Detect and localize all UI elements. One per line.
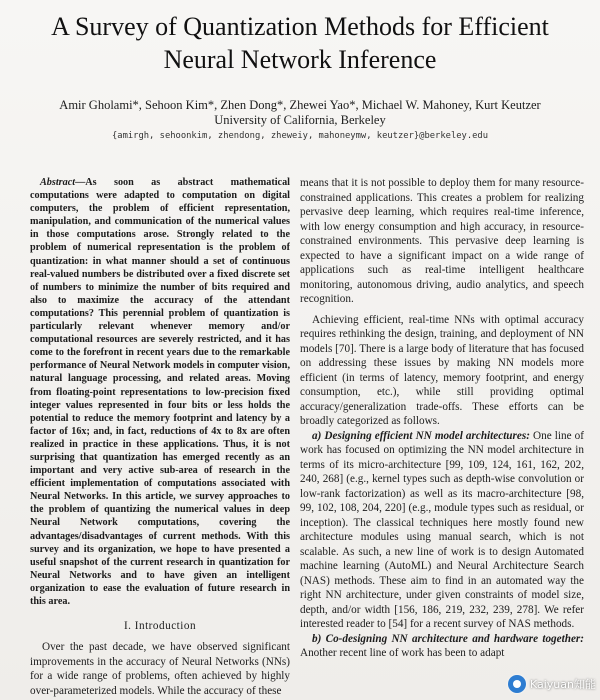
- paper-title: [0, 10, 600, 76]
- author-emails: {amirgh, sehoonkim, zhendong, zheweiy, mahoneymw, keutzer}@berkeley.edu: [111, 131, 489, 141]
- author-list: Amir Gholami*, Sehoon Kim*, Zhen Dong*, Zhewei Yao*, Michael W. Mahoney, Kurt Keutzer: [59, 98, 541, 112]
- subsection-a-text: One line of work has focused on optimizing the NN model architecture in terms of its micro-architecture [99, 109, 124, 161, 162, 202, 240, 268] (e.g., kernel types such as depth-wise convolution or low-rank factorization) as well as its macro-architecture [98, 99, 102, 108, 204, 220] (e.g., module types such as residual, or inception). The classical techniques here mostly found new architecture modules using manual search, which is not scalable. As such, a new line of work is to design Automated machine learning (AutoML) and Neural Architecture Search (NAS) methods. These aim to find in an automated way the right NN architecture, under given constraints of model size, depth, and/or width [156, 186, 219, 232, 239, 278]. We refer interested reader to [54] for a recent survey of NAS methods.: [300, 429, 584, 630]
- right-column: [300, 176, 584, 700]
- left-column: [30, 176, 290, 700]
- subsection-a-label: a) Designing efficient NN model architectures:: [312, 429, 530, 442]
- abstract: Abstract—As soon as abstract mathematical computations were adapted to computation on digital computers, the problem of efficient representation, manipulation, and communication of the numerical values in those computations arose. Strongly related to the problem of numerical representation is the problem of quantization: in what manner should a set of continuous real-valued numbers be distributed over a fixed discrete set of numbers to minimize the number of bits required and also to maximize the accuracy of the attendant computations? This perennial problem of quantization is particularly relevant whenever memory and/or computational resources are severely restricted, and it has come to the forefront in recent years due to the remarkable performance of Neural Network models in computer vision, natural language processing, and related areas. Moving from floating-point representations to low-precision fixed integer values represented in four bits or less holds the potential to reduce the memory footprint and latency by a factor of 16x; and, in fact, reductions of 4x to 8x are often realized in practice in these applications. Thus, it is not surprising that quantization has emerged recently as an important and very active sub-area of research in the efficient implementation of computations associated with Neural Networks. In this article, we survey approaches to the problem of quantizing the numerical values in deep Neural Network computations, covering the advantages/disadvantages of current methods. With this survey and its organization, we hope to have presented a useful snapshot of the current research in quantization for Neural Networks and to have given an intelligent organization to ease the evaluation of future research in this area.: [30, 177, 290, 607]
- right-paragraph-1: means that it is not possible to deploy them for many resource-constrained applications. This creates a problem for realizing pervasive deep learning, which requires real-time inference, with low energy consumption and high accuracy, in resource-constrained environments. This pervasive deep learning is expected to have a significant impact on a wide range of applications such as real-time intelligent healthcare monitoring, autonomous driving, audio analytics, and speech recognition.: [300, 177, 584, 305]
- subsection-b: [300, 632, 584, 661]
- watermark-logo-icon: [508, 675, 526, 693]
- introduction-heading: I. Introduction: [123, 620, 197, 633]
- abstract-text: As soon as abstract mathematical computations were adapted to computation on digital computers, the problem of efficient representation, manipulation, and communication of the numerical values in those computations arose. Strongly related to the problem of numerical representation is the problem of quantization: in what manner should a set of continuous real-valued numbers be distributed over a fixed discrete set of numbers to minimize the number of bits required and also to maximize the accuracy of the attendant computations? This perennial problem of quantization is particularly relevant whenever memory and/or computational resources are severely restricted, and it has come to the forefront in recent years due to the remarkable performance of Neural Network models in computer vision, natural language processing, and related areas. Moving from floating-point representations to low-precision fixed integer values represented in four bits or less holds the potential to reduce the memory footprint and latency by a factor of 16x; and, in fact, reductions of 4x to 8x are often realized in practice in these applications. Thus, it is not surprising that quantization has emerged recently as an important and very active sub-area of research in the efficient implementation of computations associated with Neural Networks. In this article, we survey approaches to the problem of quantizing the numerical values in deep Neural Network computations, covering the advantages/disadvantages of current methods. With this survey and its organization, we hope to have presented a useful snapshot of the current research in quantization for Neural Networks and to have given an intelligent organization to ease the evaluation of future research in this area.: [30, 177, 290, 607]
- title-line-1: A Survey of Quantization Methods for Efficient: [51, 12, 549, 41]
- watermark-text: Kaiyuan知能: [529, 678, 596, 691]
- introduction-text: Over the past decade, we have observed significant improvements in the accuracy of Neural Networks (NNs) for a wide range of problems, often achieved by highly over-parameterized models. While the accuracy of these: [30, 641, 290, 697]
- abstract-label: Abstract: [40, 177, 76, 188]
- watermark: [508, 672, 596, 696]
- subsection-b-label: b) Co-designing NN architecture and hardware together:: [312, 632, 584, 645]
- affiliation: University of California, Berkeley: [214, 113, 386, 127]
- title-line-2: Neural Network Inference: [163, 45, 437, 74]
- subsection-b-text: Another recent line of work has been to adapt: [300, 647, 505, 659]
- subsection-a: [300, 429, 584, 632]
- right-paragraph-2: Achieving efficient, real-time NNs with optimal accuracy requires rethinking the design, training, and deployment of NN models [70]. There is a large body of literature that has focused on addressing these issues by making NN models more efficient (in terms of latency, memory footprint, and energy consumption, etc.), while still providing optimal accuracy/generalization trade-offs. These efforts can be broadly categorized as follows.: [300, 313, 584, 427]
